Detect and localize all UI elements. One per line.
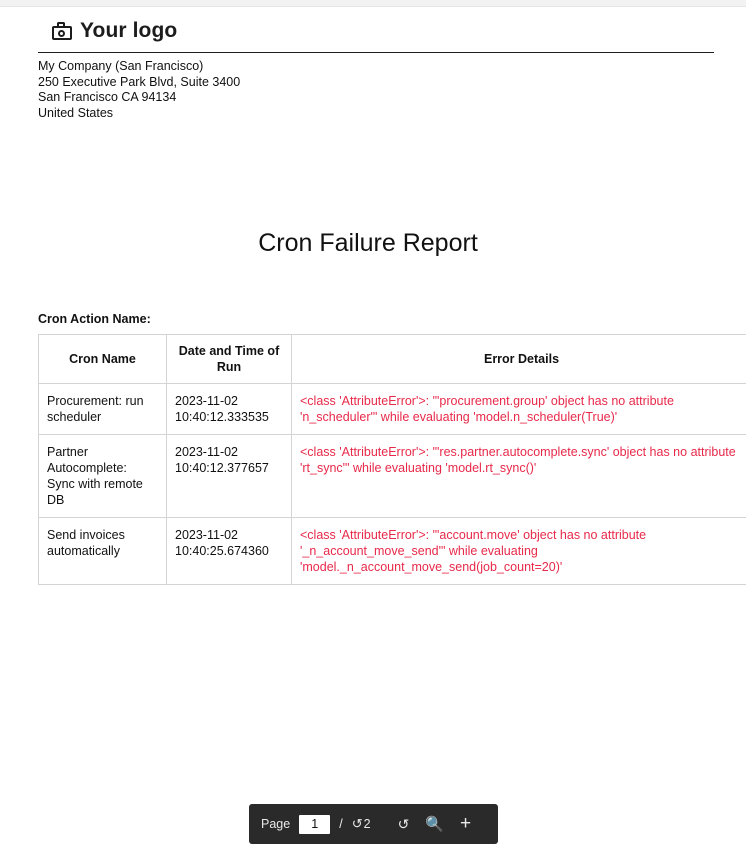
total-pages-group xyxy=(352,816,371,832)
camera-icon xyxy=(52,22,72,40)
table-row xyxy=(39,435,746,518)
column-header-cron-name: Cron Name xyxy=(39,335,167,384)
table-row xyxy=(39,384,746,435)
cell-error-details: <class 'AttributeError'>: "'res.partner.autocomplete.sync' object has no attribute 'rt_sync'" while evaluating 'model.rt_sync()' xyxy=(292,435,746,518)
cron-failure-table xyxy=(38,334,746,585)
cell-cron-name: Send invoices automatically xyxy=(39,518,167,585)
page-title: Cron Failure Report xyxy=(258,229,478,257)
page-separator: / xyxy=(339,817,343,831)
page-number-input[interactable] xyxy=(299,815,330,834)
document-body xyxy=(38,14,736,585)
cell-cron-name: Partner Autocomplete: Sync with remote DB xyxy=(39,435,167,518)
total-pages-value: 2 xyxy=(363,817,371,831)
cell-error-details: <class 'AttributeError'>: "'account.move' object has no attribute '_n_account_move_send'" while evaluating 'model._n_account_move_send(job_count=20)' xyxy=(292,518,746,585)
pdf-viewer-toolbar[interactable] xyxy=(249,804,498,844)
zoom-out-icon[interactable]: 🔍 xyxy=(425,816,444,833)
cell-error-details: <class 'AttributeError'>: "'procurement.group' object has no attribute 'n_scheduler'" while evaluating 'model.n_scheduler(True)' xyxy=(292,384,746,435)
rotate-left-icon[interactable]: ↺ xyxy=(397,815,410,832)
company-country: United States xyxy=(38,105,114,120)
header-divider xyxy=(38,52,714,53)
company-name: My Company (San Francisco) xyxy=(38,59,204,73)
cell-datetime: 2023-11-02 10:40:12.377657 xyxy=(167,435,292,518)
company-city-line: San Francisco CA 94134 xyxy=(38,90,177,104)
section-label: Cron Action Name: xyxy=(38,312,151,326)
table-row xyxy=(39,518,746,585)
rotate-pages-icon: ↺ xyxy=(351,816,363,831)
zoom-in-icon[interactable]: + xyxy=(459,813,472,834)
logo-row xyxy=(38,14,714,48)
cell-datetime: 2023-11-02 10:40:25.674360 xyxy=(167,518,292,585)
table-header-row xyxy=(39,335,746,384)
column-header-datetime: Date and Time of Run xyxy=(167,335,292,384)
viewer-top-strip xyxy=(0,0,746,7)
logo-text: Your logo xyxy=(80,19,178,42)
company-street: 250 Executive Park Blvd, Suite 3400 xyxy=(38,74,241,89)
cell-cron-name: Procurement: run scheduler xyxy=(39,384,167,435)
company-address xyxy=(38,59,714,121)
cell-datetime: 2023-11-02 10:40:12.333535 xyxy=(167,384,292,435)
page-label: Page xyxy=(261,817,291,831)
column-header-error-details: Error Details xyxy=(292,335,746,384)
